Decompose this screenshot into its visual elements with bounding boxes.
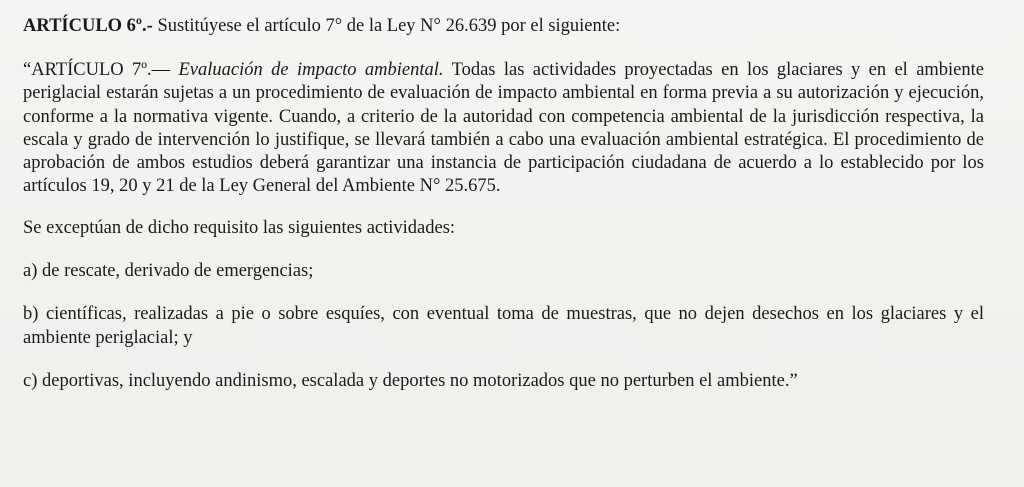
article-number: ARTÍCULO 6º.- — [23, 16, 153, 36]
quoted-article-body: Todas las actividades proyectadas en los glaciares y en el ambiente periglacial estarán sujetas a un procedimiento de evaluación de impacto ambiental en forma previa a su autorización y ejecución, conforme a la normativa vigente. Cuando, a criterio de la autoridad con competencia ambiental de la jurisdicción respectiva, la escala y grado de intervención lo justifique, se llevará también a cabo una evaluación ambiental estratégica. El procedimiento de aprobación de ambos estudios deberá garantizar una instancia de participación ciudadana de acuerdo a lo establecido por los artículos 19, 20 y 21 de la Ley General del Ambiente N° 25.675. — [23, 60, 984, 197]
exception-item-c: c) deportivas, incluyendo andinismo, escalada y deportes no motorizados que no perturben el ambiente.” — [23, 370, 798, 391]
article-heading — [23, 14, 984, 38]
exceptions-intro: Se exceptúan de dicho requisito las siguientes actividades: — [23, 217, 456, 238]
exception-item-b: b) científicas, realizadas a pie o sobre esquíes, con eventual toma de muestras, que no dejen desechos en los glaciares y el ambiente periglacial; y — [23, 304, 984, 348]
exception-item-a: a) de rescate, derivado de emergencias; — [23, 261, 314, 282]
article-heading-text: Sustitúyese el artículo 7° de la Ley N° 26.639 por el siguiente: — [152, 16, 621, 36]
quoted-article-title: Evaluación de impacto ambiental. — [178, 60, 444, 80]
quoted-article-paragraph — [23, 59, 984, 199]
quoted-article-number: “ARTÍCULO 7º.— — [23, 60, 179, 80]
